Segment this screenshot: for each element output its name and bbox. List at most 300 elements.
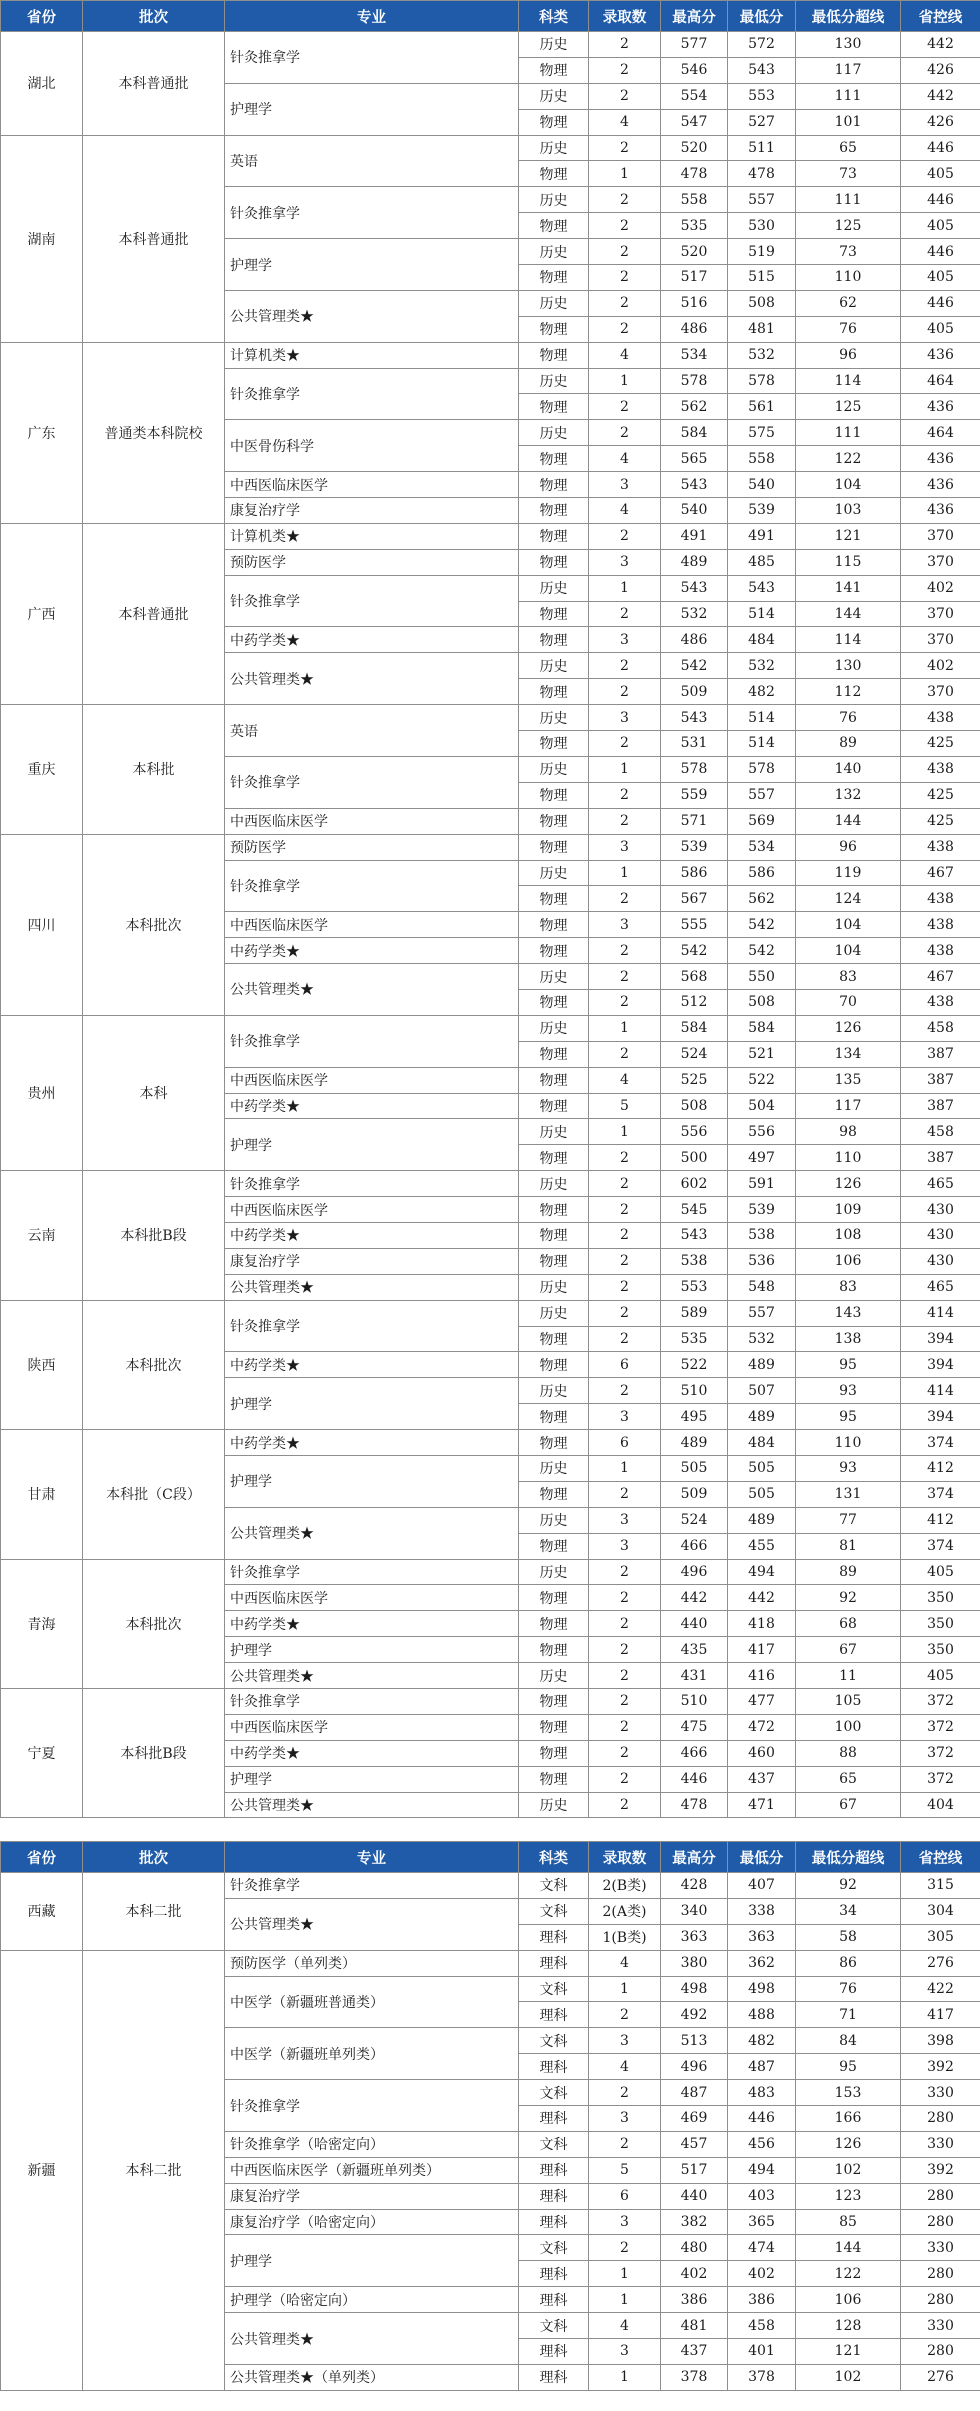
control-line-header: 省控线 (901, 1842, 980, 1873)
over-line-cell: 88 (796, 1740, 901, 1766)
admitted-count-cell: 2(A类) (589, 1898, 661, 1924)
admitted-count-cell: 2 (589, 782, 661, 808)
track-cell: 物理 (519, 808, 589, 834)
over-line-cell: 131 (796, 1481, 901, 1507)
control-line-cell: 426 (901, 109, 980, 135)
min-score-cell: 522 (728, 1067, 796, 1093)
min-score-cell: 363 (728, 1924, 796, 1950)
min-score-cell: 455 (728, 1533, 796, 1559)
admitted-count-cell: 2 (589, 523, 661, 549)
over-line-cell: 58 (796, 1924, 901, 1950)
over-line-cell: 115 (796, 549, 901, 575)
over-line-cell: 106 (796, 2287, 901, 2313)
min-score-cell: 556 (728, 1119, 796, 1145)
table-row (1, 834, 980, 860)
control-line-cell: 405 (901, 1663, 980, 1689)
track-cell: 历史 (519, 1119, 589, 1145)
admitted-count-cell: 2 (589, 1714, 661, 1740)
control-line-cell: 436 (901, 498, 980, 524)
min-score-cell: 542 (728, 912, 796, 938)
max-score-cell: 553 (661, 1274, 728, 1300)
max-score-cell: 531 (661, 731, 728, 757)
control-line-cell: 276 (901, 1950, 980, 1976)
batch-cell: 本科批（C段） (83, 1430, 225, 1559)
control-line-cell: 330 (901, 2313, 980, 2339)
table-row (1, 1015, 980, 1041)
over-line-cell: 70 (796, 989, 901, 1015)
min-score-cell: 557 (728, 187, 796, 213)
major-cell: 中药学类★ (225, 1611, 519, 1637)
major-cell: 中西医临床医学 (225, 472, 519, 498)
over-line-cell: 143 (796, 1300, 901, 1326)
over-line-cell: 132 (796, 782, 901, 808)
min-score-cell: 489 (728, 1352, 796, 1378)
control-line-cell: 405 (901, 265, 980, 291)
max-score-cell: 534 (661, 342, 728, 368)
admitted-count-cell: 3 (589, 2106, 661, 2132)
track-cell: 物理 (519, 601, 589, 627)
max-score-cell: 543 (661, 705, 728, 731)
admitted-count-cell: 2 (589, 1197, 661, 1223)
control-line-cell: 315 (901, 1873, 980, 1899)
control-line-cell: 394 (901, 1326, 980, 1352)
control-line-cell: 438 (901, 938, 980, 964)
batch-cell: 本科批B段 (83, 1689, 225, 1818)
track-cell: 文科 (519, 2235, 589, 2261)
max-score-cell: 469 (661, 2106, 728, 2132)
admitted-count-cell: 5 (589, 1093, 661, 1119)
control-line-cell: 436 (901, 342, 980, 368)
over-line-cell: 111 (796, 83, 901, 109)
over-line-cell: 112 (796, 679, 901, 705)
major-cell: 护理学 (225, 1378, 519, 1430)
track-cell: 历史 (519, 420, 589, 446)
admitted-count-cell: 2 (589, 2131, 661, 2157)
province-header: 省份 (1, 1842, 83, 1873)
major-header: 专业 (225, 1, 519, 32)
max-score-cell: 586 (661, 860, 728, 886)
table-header-row (1, 1, 980, 32)
batch-cell: 本科批 (83, 705, 225, 834)
major-cell: 针灸推拿学（哈密定向） (225, 2131, 519, 2157)
control-line-cell: 438 (901, 756, 980, 782)
min-score-cell: 536 (728, 1248, 796, 1274)
max-score-cell: 542 (661, 653, 728, 679)
track-cell: 物理 (519, 498, 589, 524)
track-cell: 物理 (519, 213, 589, 239)
max-score-cell: 489 (661, 1430, 728, 1456)
track-cell: 历史 (519, 1274, 589, 1300)
admitted-count-cell: 3 (589, 472, 661, 498)
admitted-count-cell: 2 (589, 1326, 661, 1352)
major-cell: 公共管理类★ (225, 964, 519, 1016)
max-score-cell: 565 (661, 446, 728, 472)
admitted-count-cell: 6 (589, 2183, 661, 2209)
batch-cell: 本科批次 (83, 1559, 225, 1688)
track-header: 科类 (519, 1842, 589, 1873)
max-score-cell: 486 (661, 316, 728, 342)
control-line-cell: 467 (901, 860, 980, 886)
over-line-cell: 126 (796, 2131, 901, 2157)
admitted-count-cell: 2 (589, 938, 661, 964)
control-line-cell: 405 (901, 161, 980, 187)
min-score-cell: 485 (728, 549, 796, 575)
table-row (1, 135, 980, 161)
track-cell: 物理 (519, 1430, 589, 1456)
admitted-header: 录取数 (589, 1, 661, 32)
admitted-count-cell: 1 (589, 1119, 661, 1145)
min-score-cell: 460 (728, 1740, 796, 1766)
max-score-cell: 466 (661, 1740, 728, 1766)
track-cell: 物理 (519, 1404, 589, 1430)
control-line-cell: 436 (901, 394, 980, 420)
over-line-cell: 76 (796, 316, 901, 342)
track-cell: 历史 (519, 187, 589, 213)
min-score-cell: 402 (728, 2261, 796, 2287)
control-line-cell: 405 (901, 213, 980, 239)
control-line-cell: 305 (901, 1924, 980, 1950)
track-cell: 历史 (519, 135, 589, 161)
track-cell: 理科 (519, 1924, 589, 1950)
batch-cell: 本科普通批 (83, 523, 225, 704)
control-line-cell: 438 (901, 912, 980, 938)
control-line-cell: 436 (901, 446, 980, 472)
control-line-cell: 280 (901, 2287, 980, 2313)
control-line-cell: 350 (901, 1637, 980, 1663)
over-line-cell: 111 (796, 420, 901, 446)
max-score-cell: 431 (661, 1663, 728, 1689)
province-cell: 重庆 (1, 705, 83, 834)
min-score-cell: 538 (728, 1222, 796, 1248)
admitted-count-cell: 3 (589, 705, 661, 731)
track-cell: 物理 (519, 627, 589, 653)
major-header: 专业 (225, 1842, 519, 1873)
control-line-cell: 425 (901, 731, 980, 757)
major-cell: 中药学类★ (225, 1222, 519, 1248)
major-cell: 英语 (225, 135, 519, 187)
control-line-cell: 436 (901, 472, 980, 498)
major-cell: 护理学 (225, 1637, 519, 1663)
admitted-count-cell: 2 (589, 2002, 661, 2028)
major-cell: 中医学（新疆班普通类） (225, 1976, 519, 2028)
province-cell: 贵州 (1, 1015, 83, 1170)
min-score-cell: 569 (728, 808, 796, 834)
over-line-cell: 77 (796, 1507, 901, 1533)
track-cell: 物理 (519, 316, 589, 342)
max-score-cell: 555 (661, 912, 728, 938)
over-line-cell: 144 (796, 808, 901, 834)
major-cell: 公共管理类★ (225, 1507, 519, 1559)
over-line-cell: 103 (796, 498, 901, 524)
admitted-count-cell: 2 (589, 731, 661, 757)
max-score-cell: 440 (661, 2183, 728, 2209)
max-score-cell: 517 (661, 2157, 728, 2183)
over-line-cell: 83 (796, 1274, 901, 1300)
track-cell: 历史 (519, 83, 589, 109)
min-score-cell: 494 (728, 1559, 796, 1585)
major-cell: 中西医临床医学 (225, 1585, 519, 1611)
batch-cell: 本科 (83, 1015, 225, 1170)
min-score-cell: 508 (728, 989, 796, 1015)
over-line-cell: 104 (796, 938, 901, 964)
min-score-cell: 488 (728, 2002, 796, 2028)
min-score-cell: 498 (728, 1976, 796, 2002)
max-score-cell: 457 (661, 2131, 728, 2157)
control-line-cell: 430 (901, 1197, 980, 1223)
province-cell: 广西 (1, 523, 83, 704)
major-cell: 针灸推拿学 (225, 1300, 519, 1352)
max-score-cell: 589 (661, 1300, 728, 1326)
max-score-cell: 508 (661, 1093, 728, 1119)
major-cell: 针灸推拿学 (225, 2080, 519, 2132)
major-cell: 护理学 (225, 2235, 519, 2287)
admitted-count-cell: 6 (589, 1430, 661, 1456)
major-cell: 护理学 (225, 1119, 519, 1171)
min-score-cell: 561 (728, 394, 796, 420)
track-cell: 理科 (519, 2183, 589, 2209)
admitted-count-cell: 2 (589, 808, 661, 834)
admitted-count-cell: 1 (589, 368, 661, 394)
admitted-count-cell: 1 (589, 2287, 661, 2313)
track-cell: 历史 (519, 653, 589, 679)
control-line-cell: 350 (901, 1611, 980, 1637)
min-score-cell: 471 (728, 1792, 796, 1818)
major-cell: 康复治疗学 (225, 2183, 519, 2209)
admitted-count-cell: 2 (589, 964, 661, 990)
admitted-count-cell: 2 (589, 57, 661, 83)
over-line-cell: 117 (796, 57, 901, 83)
max-score-cell: 540 (661, 498, 728, 524)
major-cell: 针灸推拿学 (225, 1689, 519, 1715)
min-score-cell: 482 (728, 2028, 796, 2054)
min-score-cell: 591 (728, 1171, 796, 1197)
province-cell: 新疆 (1, 1950, 83, 2390)
admitted-count-cell: 1 (589, 860, 661, 886)
province-cell: 宁夏 (1, 1689, 83, 1818)
max-score-cell: 340 (661, 1898, 728, 1924)
over-line-cell: 135 (796, 1067, 901, 1093)
track-cell: 物理 (519, 57, 589, 83)
admitted-count-cell: 4 (589, 109, 661, 135)
control-line-cell: 405 (901, 316, 980, 342)
min-score-cell: 519 (728, 239, 796, 265)
admitted-count-cell: 6 (589, 1352, 661, 1378)
track-cell: 理科 (519, 2261, 589, 2287)
control-line-cell: 467 (901, 964, 980, 990)
table-header-row (1, 1842, 980, 1873)
track-cell: 物理 (519, 679, 589, 705)
over-line-cell: 130 (796, 32, 901, 58)
over-line-cell: 126 (796, 1015, 901, 1041)
min-score-cell: 505 (728, 1455, 796, 1481)
admitted-count-cell: 3 (589, 834, 661, 860)
max-score-header: 最高分 (661, 1, 728, 32)
province-cell: 甘肃 (1, 1430, 83, 1559)
min-score-cell: 584 (728, 1015, 796, 1041)
major-cell: 针灸推拿学 (225, 860, 519, 912)
table-row (1, 1171, 980, 1197)
over-line-cell: 138 (796, 1326, 901, 1352)
track-cell: 物理 (519, 161, 589, 187)
track-cell: 文科 (519, 2080, 589, 2106)
control-line-cell: 276 (901, 2364, 980, 2390)
over-line-cell: 95 (796, 1404, 901, 1430)
table-row (1, 1950, 980, 1976)
max-score-cell: 380 (661, 1950, 728, 1976)
max-score-cell: 554 (661, 83, 728, 109)
admitted-count-cell: 4 (589, 2054, 661, 2080)
min-score-cell: 504 (728, 1093, 796, 1119)
track-cell: 物理 (519, 938, 589, 964)
admitted-count-cell: 2 (589, 1585, 661, 1611)
admitted-count-cell: 4 (589, 342, 661, 368)
min-score-cell: 553 (728, 83, 796, 109)
over-line-cell: 92 (796, 1585, 901, 1611)
max-score-cell: 556 (661, 1119, 728, 1145)
min-score-cell: 539 (728, 498, 796, 524)
track-cell: 历史 (519, 239, 589, 265)
over-line-cell: 85 (796, 2209, 901, 2235)
max-score-cell: 535 (661, 1326, 728, 1352)
admitted-count-cell: 2 (589, 2080, 661, 2106)
table-row (1, 342, 980, 368)
major-cell: 公共管理类★ (225, 290, 519, 342)
min-score-cell: 401 (728, 2339, 796, 2365)
control-line-cell: 372 (901, 1689, 980, 1715)
admitted-count-cell: 2 (589, 1559, 661, 1585)
batch-cell: 本科批次 (83, 1300, 225, 1429)
track-cell: 物理 (519, 731, 589, 757)
max-score-cell: 558 (661, 187, 728, 213)
min-score-cell: 532 (728, 1326, 796, 1352)
table-row (1, 1689, 980, 1715)
admitted-count-cell: 1(B类) (589, 1924, 661, 1950)
control-line-cell: 280 (901, 2183, 980, 2209)
province-cell: 西藏 (1, 1873, 83, 1951)
control-line-cell: 465 (901, 1274, 980, 1300)
control-line-cell: 405 (901, 1559, 980, 1585)
control-line-cell: 392 (901, 2157, 980, 2183)
batch-cell: 本科批B段 (83, 1171, 225, 1300)
track-cell: 历史 (519, 756, 589, 782)
batch-cell: 本科普通批 (83, 32, 225, 136)
control-line-cell: 387 (901, 1041, 980, 1067)
track-cell: 物理 (519, 549, 589, 575)
admitted-count-cell: 3 (589, 2209, 661, 2235)
control-line-cell: 464 (901, 368, 980, 394)
major-cell: 预防医学（单列类） (225, 1950, 519, 1976)
admitted-count-cell: 2 (589, 653, 661, 679)
track-cell: 历史 (519, 1015, 589, 1041)
control-line-cell: 402 (901, 575, 980, 601)
track-cell: 物理 (519, 472, 589, 498)
max-score-cell: 578 (661, 756, 728, 782)
table-row (1, 32, 980, 58)
over-line-cell: 67 (796, 1792, 901, 1818)
track-cell: 物理 (519, 342, 589, 368)
control-line-cell: 370 (901, 627, 980, 653)
over-line-cell: 34 (796, 1898, 901, 1924)
min-score-cell: 446 (728, 2106, 796, 2132)
max-score-cell: 487 (661, 2080, 728, 2106)
major-cell: 护理学（哈密定向） (225, 2287, 519, 2313)
track-cell: 物理 (519, 1533, 589, 1559)
over-line-cell: 130 (796, 653, 901, 679)
control-line-cell: 412 (901, 1455, 980, 1481)
over-line-cell: 104 (796, 912, 901, 938)
max-score-cell: 516 (661, 290, 728, 316)
min-score-cell: 539 (728, 1197, 796, 1223)
max-score-cell: 535 (661, 213, 728, 239)
track-cell: 物理 (519, 394, 589, 420)
admitted-count-cell: 1 (589, 1976, 661, 2002)
table-row (1, 1559, 980, 1585)
major-cell: 康复治疗学 (225, 498, 519, 524)
admitted-count-cell: 2 (589, 1378, 661, 1404)
max-score-cell: 478 (661, 161, 728, 187)
track-cell: 物理 (519, 1093, 589, 1119)
major-cell: 针灸推拿学 (225, 187, 519, 239)
over-line-cell: 144 (796, 2235, 901, 2261)
batch-cell: 本科二批 (83, 1950, 225, 2390)
over-line-cell: 110 (796, 1430, 901, 1456)
min-score-cell: 572 (728, 32, 796, 58)
admitted-count-cell: 2 (589, 420, 661, 446)
control-line-cell: 422 (901, 1976, 980, 2002)
control-line-cell: 394 (901, 1352, 980, 1378)
track-cell: 物理 (519, 1714, 589, 1740)
control-line-cell: 438 (901, 834, 980, 860)
control-line-cell: 304 (901, 1898, 980, 1924)
over-line-cell: 102 (796, 2364, 901, 2390)
min-score-cell: 532 (728, 653, 796, 679)
max-score-cell: 568 (661, 964, 728, 990)
admitted-count-cell: 2 (589, 989, 661, 1015)
over-line-header: 最低分超线 (796, 1, 901, 32)
admitted-count-cell: 2 (589, 601, 661, 627)
major-cell: 中西医临床医学 (225, 912, 519, 938)
min-score-cell: 418 (728, 1611, 796, 1637)
major-cell: 公共管理类★ (225, 2313, 519, 2365)
track-cell: 物理 (519, 1248, 589, 1274)
over-line-cell: 109 (796, 1197, 901, 1223)
track-cell: 物理 (519, 1740, 589, 1766)
over-line-cell: 83 (796, 964, 901, 990)
track-cell: 物理 (519, 1585, 589, 1611)
over-line-cell: 141 (796, 575, 901, 601)
track-cell: 历史 (519, 1378, 589, 1404)
major-cell: 针灸推拿学 (225, 575, 519, 627)
over-line-cell: 153 (796, 2080, 901, 2106)
min-score-cell: 511 (728, 135, 796, 161)
over-line-cell: 96 (796, 834, 901, 860)
track-cell: 理科 (519, 2054, 589, 2080)
over-line-cell: 144 (796, 601, 901, 627)
over-line-cell: 105 (796, 1689, 901, 1715)
max-score-cell: 492 (661, 2002, 728, 2028)
over-line-cell: 84 (796, 2028, 901, 2054)
track-cell: 理科 (519, 2287, 589, 2313)
max-score-cell: 543 (661, 1222, 728, 1248)
max-score-cell: 524 (661, 1041, 728, 1067)
admitted-count-cell: 2 (589, 679, 661, 705)
min-score-cell: 458 (728, 2313, 796, 2339)
control-line-cell: 330 (901, 2131, 980, 2157)
track-cell: 理科 (519, 1950, 589, 1976)
over-line-cell: 110 (796, 265, 901, 291)
over-line-cell: 68 (796, 1611, 901, 1637)
control-line-cell: 398 (901, 2028, 980, 2054)
